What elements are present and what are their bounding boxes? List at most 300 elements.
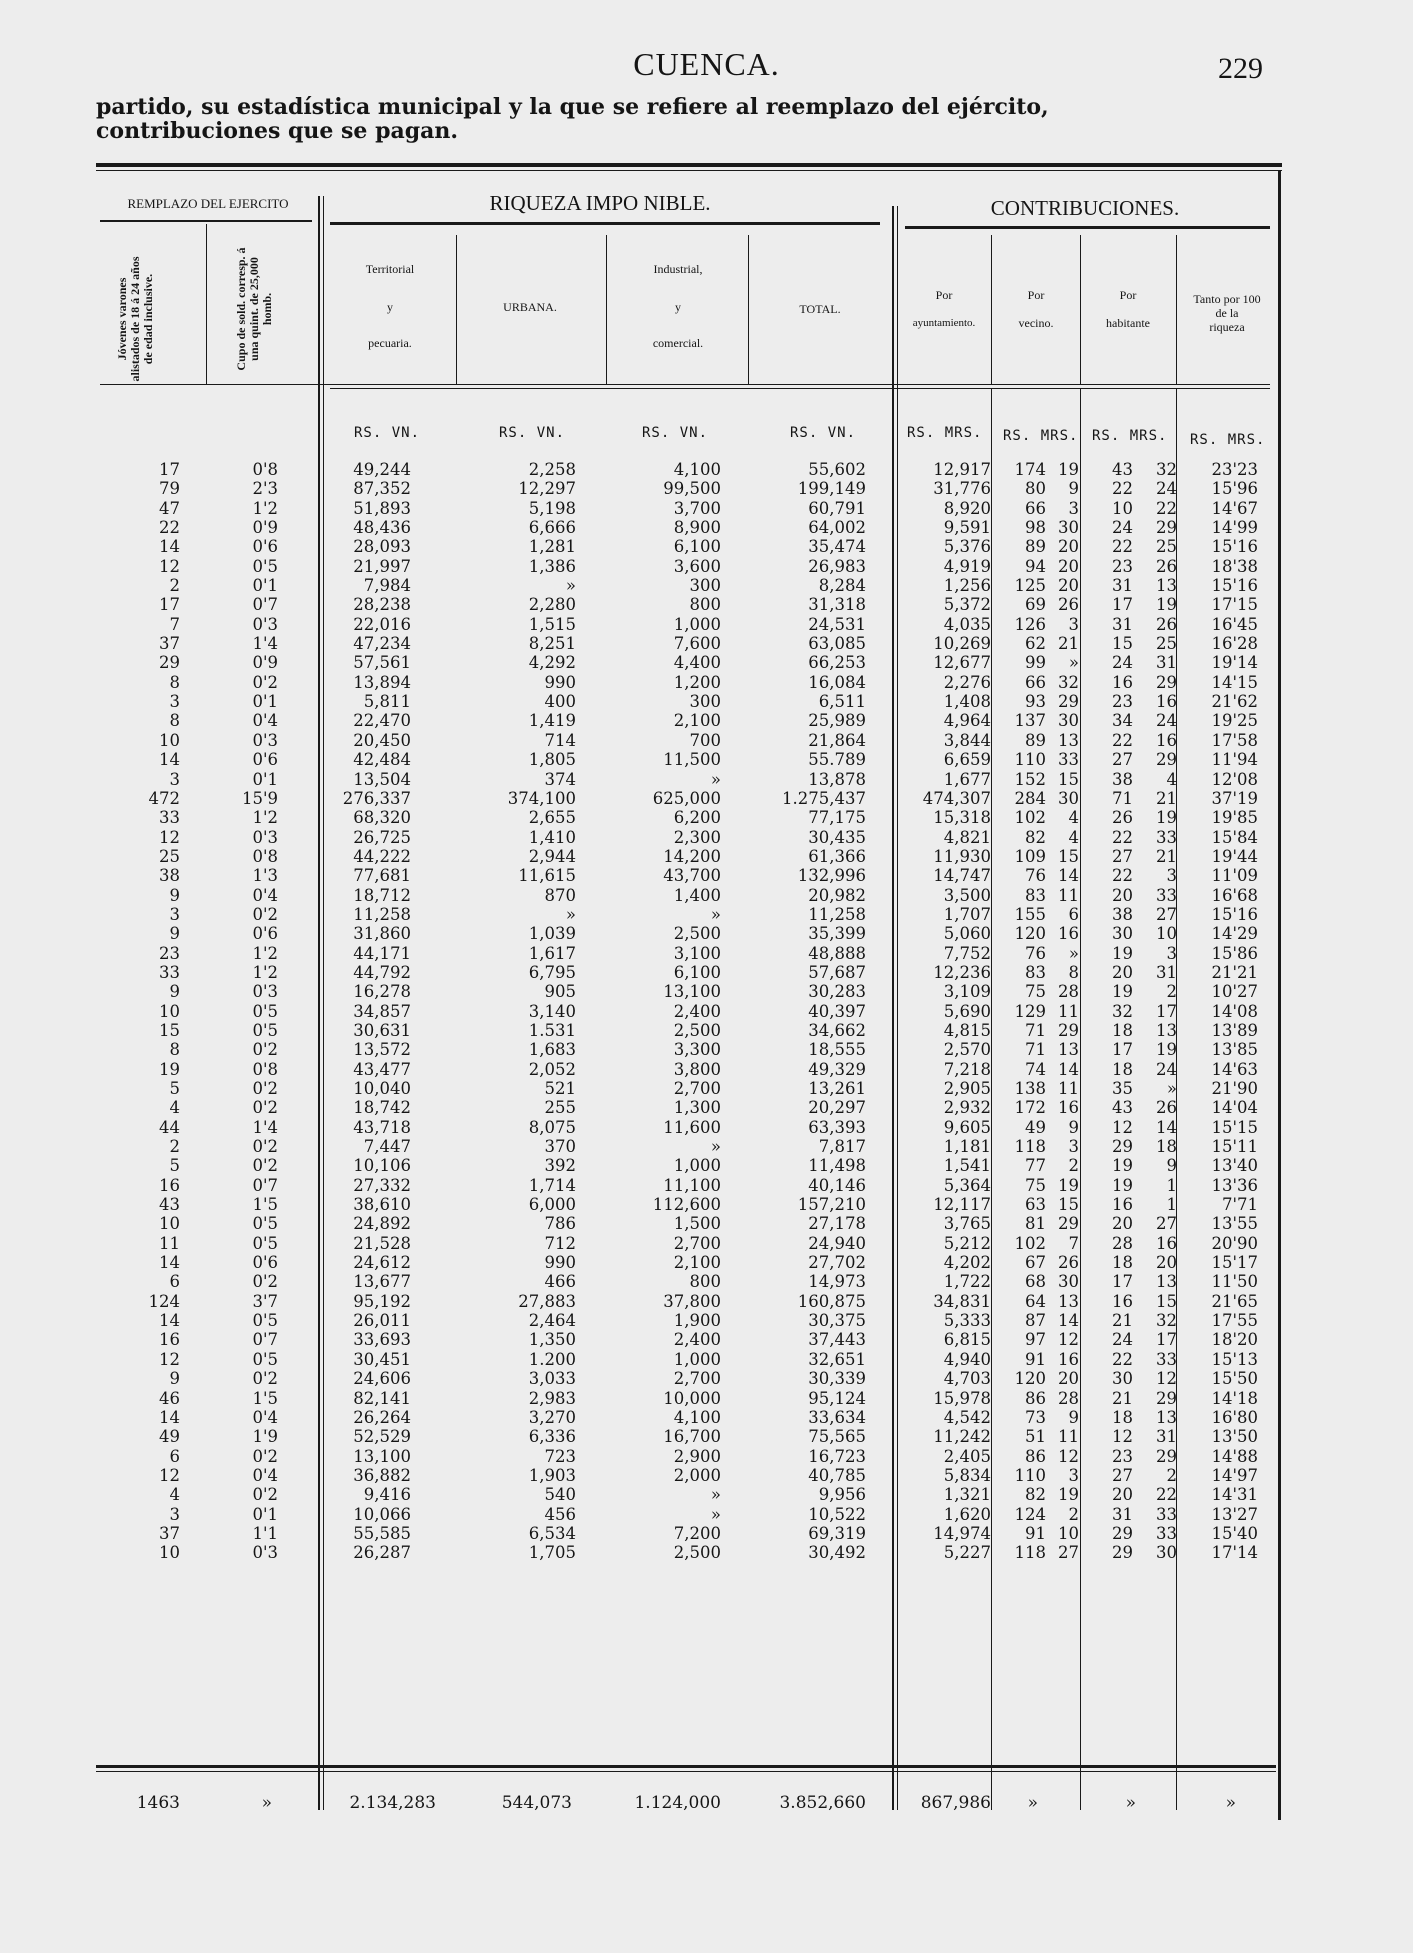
table-row [96,1137,1276,1156]
ayuntamiento-cell: 3,109 [943,982,991,1002]
habitante-reales-cell: 16 [1112,1291,1133,1311]
cupo-cell: 1'9 [252,1427,278,1447]
total-cell: 48,888 [808,943,866,963]
vecino-mrs-cell: 28 [1058,982,1079,1002]
territorial-cell: 26,264 [353,1407,411,1427]
table-row [96,1350,1276,1369]
territorial-cell: 68,320 [353,808,411,828]
ayuntamiento-cell: 6,815 [943,1330,991,1350]
tanto-cell: 18'20 [1211,1330,1258,1350]
unit-vecino: RS. MRS. [1003,428,1079,444]
vecino-reales-cell: 89 [1025,537,1046,557]
ayuntamiento-cell: 5,060 [943,924,991,944]
urbana-cell: 2,983 [528,1388,576,1408]
habitante-reales-cell: 43 [1112,460,1133,479]
territorial-cell: 57,561 [353,653,411,673]
urbana-cell: » [565,904,576,924]
habitante-reales-cell: 43 [1112,1098,1133,1118]
total-cell: 20,982 [808,885,866,905]
col-header-urbana: URBANA. [503,300,557,314]
jovenes-cell: 38 [159,866,180,886]
habitante-mrs-cell: 10 [1156,924,1177,944]
jovenes-cell: 7 [169,614,180,634]
tanto-cell: 15'16 [1211,576,1258,596]
ayuntamiento-cell: 7,218 [943,1059,991,1079]
cupo-cell: 0'1 [252,692,278,712]
habitante-mrs-cell: 21 [1156,846,1177,866]
urbana-cell: 1,039 [528,924,576,944]
ayuntamiento-cell: 31,776 [933,479,991,499]
tanto-cell: 15'86 [1211,943,1258,963]
urbana-cell: 4,292 [528,653,576,673]
cupo-cell: 0'6 [252,924,278,944]
total-cell: 157,210 [797,1195,866,1215]
habitante-mrs-cell: 16 [1156,730,1177,750]
jovenes-cell: 16 [159,1175,180,1195]
habitante-reales-cell: 22 [1112,479,1133,499]
table-row [96,499,1276,518]
cupo-cell: 0'2 [252,1079,278,1098]
table-right-border [1278,170,1281,1820]
table-row [96,537,1276,556]
table-row [96,905,1276,924]
territorial-cell: 13,894 [353,672,411,692]
vecino-mrs-cell: 27 [1058,1543,1079,1563]
col-header-habitante-1: Por [1119,288,1137,302]
territorial-cell: 22,470 [353,711,411,731]
total-territorial: 2.134,283 [349,1793,436,1813]
jovenes-cell: 12 [159,1349,180,1369]
habitante-mrs-cell: 19 [1156,595,1177,615]
habitante-mrs-cell: 2 [1166,1465,1177,1485]
ayuntamiento-cell: 1,321 [943,1485,991,1505]
jovenes-cell: 33 [159,808,180,828]
tanto-cell: 20'90 [1211,1233,1258,1253]
habitante-reales-cell: 12 [1112,1117,1133,1137]
cupo-cell: 0'4 [252,711,278,731]
urbana-cell: 1,617 [528,943,576,963]
habitante-reales-cell: 29 [1112,1523,1133,1543]
total-cell: 1.275,437 [782,788,866,808]
total-cell: 199,149 [797,479,866,499]
industrial-cell: 43,700 [663,866,721,886]
total-cell: 8,284 [818,576,866,596]
habitante-mrs-cell: 13 [1156,1407,1177,1427]
habitante-reales-cell: 23 [1112,692,1133,712]
tanto-cell: 37'19 [1211,788,1258,808]
ayuntamiento-cell: 6,659 [943,750,991,770]
tanto-cell: 12'08 [1211,769,1258,789]
jovenes-cell: 9 [169,924,180,944]
vecino-mrs-cell: 20 [1058,537,1079,557]
vecino-mrs-cell: 4 [1068,808,1079,828]
jovenes-cell: 8 [169,672,180,692]
industrial-cell: 11,100 [663,1175,721,1195]
tanto-cell: 19'25 [1211,711,1258,731]
total-total: 3.852,660 [779,1793,866,1813]
cupo-cell: 0'1 [252,769,278,789]
habitante-reales-cell: 28 [1112,1233,1133,1253]
vecino-mrs-cell: 30 [1058,711,1079,731]
vecino-mrs-cell: 26 [1058,595,1079,615]
vecino-mrs-cell: 19 [1058,1175,1079,1195]
ayuntamiento-cell: 4,035 [943,614,991,634]
table-row [96,886,1276,905]
jovenes-cell: 14 [159,537,180,557]
tanto-cell: 13'85 [1211,1040,1258,1060]
table-row [96,460,1276,479]
vecino-reales-cell: 81 [1025,1214,1046,1234]
urbana-cell: 6,336 [528,1427,576,1447]
industrial-cell: » [710,1485,721,1505]
industrial-cell: 1,200 [673,672,721,692]
vecino-reales-cell: 125 [1014,576,1046,596]
vecino-reales-cell: 120 [1014,1369,1046,1389]
cupo-cell: 0'7 [252,1330,278,1350]
vecino-mrs-cell: 3 [1068,1137,1079,1157]
industrial-cell: 1,000 [673,1156,721,1176]
total-cell: 34,662 [808,1020,866,1040]
total-cell: 13,878 [808,769,866,789]
total-cell: 14,973 [808,1272,866,1292]
jovenes-cell: 12 [159,1465,180,1485]
urbana-cell: 3,033 [528,1369,576,1389]
jovenes-cell: 44 [159,1117,180,1137]
table-row [96,1253,1276,1272]
total-cell: 66,253 [808,653,866,673]
subtitle-line-1: partido, su estadística municipal y la que se refiere al reemplazo del ejército, [96,94,1049,120]
territorial-cell: 11,258 [353,904,411,924]
vecino-reales-cell: 137 [1014,711,1046,731]
habitante-mrs-cell: 33 [1156,1504,1177,1524]
data-table-body [96,460,1276,1563]
tanto-cell: 15'84 [1211,827,1258,847]
habitante-mrs-cell: 29 [1156,1388,1177,1408]
habitante-reales-cell: 24 [1112,1330,1133,1350]
tanto-cell: 14'04 [1211,1098,1258,1118]
ayuntamiento-cell: 5,690 [943,1001,991,1021]
vecino-reales-cell: 77 [1025,1156,1046,1176]
ayuntamiento-cell: 5,212 [943,1233,991,1253]
tanto-cell: 13'89 [1211,1020,1258,1040]
ayuntamiento-cell: 3,500 [943,885,991,905]
industrial-cell: 2,500 [673,1543,721,1563]
territorial-cell: 95,192 [353,1291,411,1311]
ayuntamiento-cell: 4,821 [943,827,991,847]
vecino-reales-cell: 71 [1025,1040,1046,1060]
habitante-reales-cell: 30 [1112,924,1133,944]
total-cell: 24,531 [808,614,866,634]
tanto-cell: 19'85 [1211,808,1258,828]
vecino-reales-cell: 284 [1014,788,1046,808]
ayuntamiento-cell: 1,541 [943,1156,991,1176]
total-ayuntamiento: 867,986 [920,1793,991,1813]
total-cell: 30,375 [808,1311,866,1331]
total-cell: 7,817 [818,1137,866,1157]
ayuntamiento-cell: 1,707 [943,904,991,924]
urbana-cell: 521 [544,1079,576,1098]
habitante-reales-cell: 35 [1112,1079,1133,1098]
ayuntamiento-cell: 5,364 [943,1175,991,1195]
vecino-reales-cell: 109 [1014,846,1046,866]
territorial-cell: 51,893 [353,498,411,518]
col-divider-7 [991,235,992,385]
industrial-cell: » [710,769,721,789]
total-cell: 27,702 [808,1253,866,1273]
ayuntamiento-cell: 14,974 [933,1523,991,1543]
territorial-cell: 44,171 [353,943,411,963]
cupo-cell: 0'3 [252,614,278,634]
urbana-cell: 1,805 [528,750,576,770]
industrial-cell: 2,400 [673,1001,721,1021]
jovenes-cell: 10 [159,1214,180,1234]
ayuntamiento-cell: 4,542 [943,1407,991,1427]
habitante-reales-cell: 27 [1112,1465,1133,1485]
tanto-cell: 7'71 [1221,1195,1258,1215]
total-cell: 11,258 [808,904,866,924]
territorial-cell: 26,011 [353,1311,411,1331]
group-riqueza: RIQUEZA IMPO NIBLE. [489,191,711,215]
industrial-cell: 1,000 [673,1349,721,1369]
cupo-cell: 0'8 [252,846,278,866]
jovenes-cell: 46 [159,1388,180,1408]
vecino-reales-cell: 93 [1025,692,1046,712]
habitante-mrs-cell: 29 [1156,1446,1177,1466]
territorial-cell: 18,712 [353,885,411,905]
tanto-cell: 17'14 [1211,1543,1258,1563]
table-row [96,1427,1276,1446]
urbana-cell: 1.200 [528,1349,576,1369]
industrial-cell: 3,700 [673,498,721,518]
industrial-cell: 6,100 [673,962,721,982]
jovenes-cell: 10 [159,1001,180,1021]
habitante-reales-cell: 34 [1112,711,1133,731]
vecino-mrs-cell: 11 [1058,1001,1079,1021]
col-divider-3 [456,235,457,385]
table-row [96,615,1276,634]
cupo-cell: 1'1 [252,1523,278,1543]
territorial-cell: 13,677 [353,1272,411,1292]
vecino-mrs-cell: 7 [1068,1233,1079,1253]
vecino-mrs-cell: 16 [1058,1098,1079,1118]
total-cell: 10,522 [808,1504,866,1524]
urbana-cell: 712 [544,1233,576,1253]
habitante-reales-cell: 12 [1112,1427,1133,1447]
table-row [96,673,1276,692]
habitante-mrs-cell: 4 [1166,769,1177,789]
vecino-reales-cell: 73 [1025,1407,1046,1427]
vecino-reales-cell: 62 [1025,634,1046,654]
table-row [96,653,1276,672]
vecino-reales-cell: 129 [1014,1001,1046,1021]
tanto-cell: 14'15 [1211,672,1258,692]
total-cell: 69,319 [808,1523,866,1543]
jovenes-cell: 14 [159,1407,180,1427]
habitante-reales-cell: 22 [1112,730,1133,750]
table-row [96,1447,1276,1466]
ayuntamiento-cell: 12,117 [933,1195,991,1215]
jovenes-cell: 5 [169,1079,180,1098]
habitante-mrs-cell: 17 [1156,1001,1177,1021]
table-top-rule-thin [96,170,1282,171]
table-row [96,1311,1276,1330]
habitante-reales-cell: 18 [1112,1253,1133,1273]
vecino-reales-cell: 69 [1025,595,1046,615]
urbana-cell: 2,280 [528,595,576,615]
brace-reemplazo [100,220,312,222]
vecino-reales-cell: 51 [1025,1427,1046,1447]
habitante-reales-cell: 27 [1112,846,1133,866]
col-divider-4 [606,235,607,385]
tanto-cell: 16'80 [1211,1407,1258,1427]
urbana-cell: 392 [544,1156,576,1176]
cupo-cell: 0'2 [252,1040,278,1060]
territorial-cell: 49,244 [353,460,411,479]
vecino-reales-cell: 155 [1014,904,1046,924]
jovenes-cell: 6 [169,1446,180,1466]
tanto-cell: 13'36 [1211,1175,1258,1195]
ayuntamiento-cell: 4,703 [943,1369,991,1389]
ayuntamiento-cell: 5,333 [943,1311,991,1331]
tanto-cell: 14'63 [1211,1059,1258,1079]
habitante-mrs-cell: 15 [1156,1291,1177,1311]
habitante-mrs-cell: 26 [1156,1098,1177,1118]
urbana-cell: 2,052 [528,1059,576,1079]
cupo-cell: 1'2 [252,498,278,518]
habitante-mrs-cell: 26 [1156,556,1177,576]
habitante-reales-cell: 31 [1112,576,1133,596]
ayuntamiento-cell: 4,940 [943,1349,991,1369]
vecino-mrs-cell: 29 [1058,1020,1079,1040]
tanto-cell: 15'40 [1211,1523,1258,1543]
urbana-cell: 870 [544,885,576,905]
industrial-cell: 4,100 [673,1407,721,1427]
ayuntamiento-cell: 11,242 [933,1427,991,1447]
habitante-reales-cell: 18 [1112,1407,1133,1427]
vecino-mrs-cell: 20 [1058,576,1079,596]
industrial-cell: 6,200 [673,808,721,828]
urbana-cell: 1,410 [528,827,576,847]
habitante-mrs-cell: 27 [1156,904,1177,924]
table-row [96,595,1276,614]
vecino-mrs-cell: 15 [1058,846,1079,866]
table-row [96,1408,1276,1427]
industrial-cell: 800 [689,595,721,615]
habitante-mrs-cell: 33 [1156,1349,1177,1369]
territorial-cell: 13,572 [353,1040,411,1060]
cupo-cell: 0'5 [252,1349,278,1369]
urbana-cell: 1,419 [528,711,576,731]
ayuntamiento-cell: 5,834 [943,1465,991,1485]
ayuntamiento-cell: 5,376 [943,537,991,557]
col-header-vecino-2: vecino. [1018,316,1054,330]
territorial-cell: 22,016 [353,614,411,634]
habitante-reales-cell: 29 [1112,1543,1133,1563]
habitante-mrs-cell: 24 [1156,479,1177,499]
habitante-reales-cell: 18 [1112,1020,1133,1040]
jovenes-cell: 16 [159,1330,180,1350]
territorial-cell: 36,882 [353,1465,411,1485]
ayuntamiento-cell: 3,844 [943,730,991,750]
cupo-cell: 0'8 [252,460,278,479]
total-cell: 37,443 [808,1330,866,1350]
tanto-cell: 21'62 [1211,692,1258,712]
table-row [96,1524,1276,1543]
table-row [96,1543,1276,1562]
total-cell: 30,492 [808,1543,866,1563]
tanto-cell: 15'50 [1211,1369,1258,1389]
habitante-reales-cell: 27 [1112,750,1133,770]
tanto-cell: 13'55 [1211,1214,1258,1234]
vecino-reales-cell: 75 [1025,1175,1046,1195]
vecino-mrs-cell: 4 [1068,827,1079,847]
ayuntamiento-cell: 14,747 [933,866,991,886]
territorial-cell: 26,725 [353,827,411,847]
unit-territorial: RS. VN. [354,425,421,441]
jovenes-cell: 37 [159,1523,180,1543]
habitante-reales-cell: 29 [1112,1137,1133,1157]
habitante-reales-cell: 38 [1112,769,1133,789]
col-header-tanto-3: riqueza [1209,320,1245,334]
habitante-reales-cell: 71 [1112,788,1133,808]
habitante-reales-cell: 23 [1112,1446,1133,1466]
ayuntamiento-cell: 2,405 [943,1446,991,1466]
vecino-mrs-cell: 19 [1058,1485,1079,1505]
ayuntamiento-cell: 1,620 [943,1504,991,1524]
vecino-mrs-cell: 11 [1058,1079,1079,1098]
vecino-mrs-cell: » [1068,653,1079,673]
jovenes-cell: 17 [159,460,180,479]
vecino-mrs-cell: 14 [1058,866,1079,886]
vecino-reales-cell: 152 [1014,769,1046,789]
territorial-cell: 44,792 [353,962,411,982]
industrial-cell: 13,100 [663,982,721,1002]
industrial-cell: 1,900 [673,1311,721,1331]
industrial-cell: 2,500 [673,1020,721,1040]
ayuntamiento-cell: 5,227 [943,1543,991,1563]
ayuntamiento-cell: 12,917 [933,460,991,479]
habitante-reales-cell: 19 [1112,943,1133,963]
ayuntamiento-cell: 4,964 [943,711,991,731]
table-row [96,1002,1276,1021]
vecino-reales-cell: 110 [1014,750,1046,770]
jovenes-cell: 6 [169,1272,180,1292]
vecino-reales-cell: 94 [1025,556,1046,576]
unit-tanto: RS. MRS. [1190,432,1266,448]
tanto-cell: 16'45 [1211,614,1258,634]
ayuntamiento-cell: 1,256 [943,576,991,596]
industrial-cell: 700 [689,730,721,750]
urbana-cell: 27,883 [518,1291,576,1311]
habitante-reales-cell: 22 [1112,1349,1133,1369]
jovenes-cell: 3 [169,904,180,924]
habitante-mrs-cell: 26 [1156,614,1177,634]
industrial-cell: 625,000 [652,788,721,808]
cupo-cell: 0'3 [252,982,278,1002]
total-cell: 27,178 [808,1214,866,1234]
total-cell: 31,318 [808,595,866,615]
unit-total: RS. VN. [790,425,857,441]
habitante-reales-cell: 17 [1112,1272,1133,1292]
cupo-cell: 0'5 [252,1233,278,1253]
table-row [96,828,1276,847]
habitante-reales-cell: 38 [1112,904,1133,924]
cupo-cell: 0'4 [252,1407,278,1427]
jovenes-cell: 15 [159,1020,180,1040]
total-cell: 20,297 [808,1098,866,1118]
vecino-reales-cell: 97 [1025,1330,1046,1350]
habitante-reales-cell: 17 [1112,1040,1133,1060]
